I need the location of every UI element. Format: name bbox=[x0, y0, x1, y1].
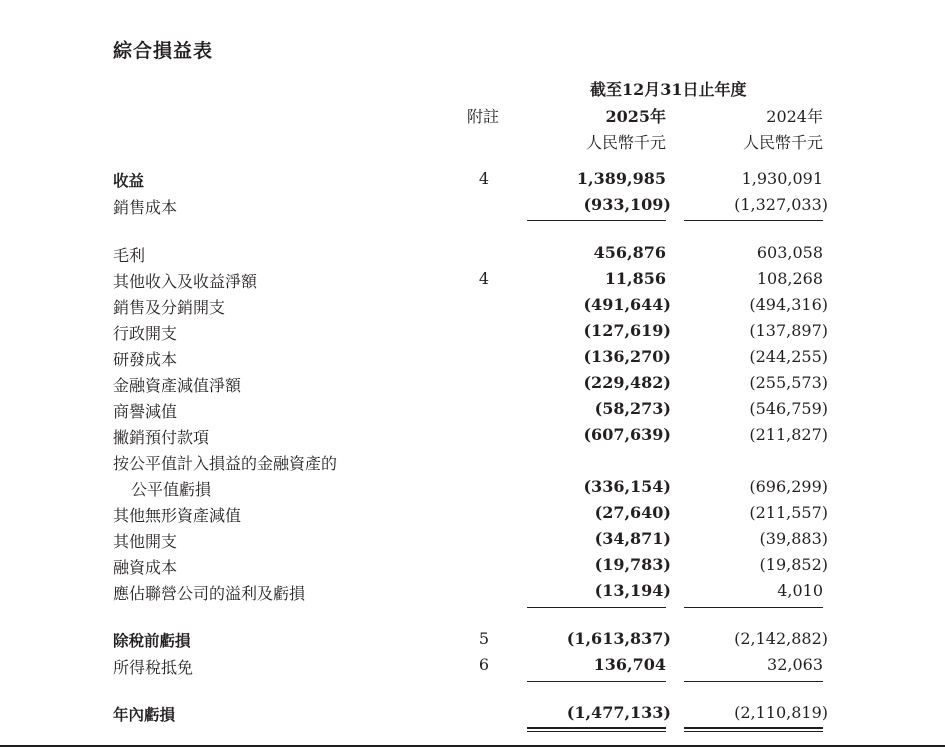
value-2024: (244,255) bbox=[749, 347, 828, 366]
value-2024: 1,930,091 bbox=[741, 169, 823, 188]
row-gross-profit bbox=[0, 243, 945, 269]
value-2024: (2,110,819) bbox=[734, 703, 828, 722]
period-header: 截至12月31日止年度 bbox=[590, 80, 747, 99]
row-label: 其他開支 bbox=[113, 532, 178, 551]
value-2025: (19,783) bbox=[594, 555, 671, 574]
row-label: 其他無形資產減值 bbox=[113, 506, 242, 525]
row-label: 所得稅抵免 bbox=[113, 658, 194, 677]
row-finance-costs bbox=[0, 555, 945, 581]
value-2024: (2,142,882) bbox=[734, 629, 828, 648]
value-2025: 11,856 bbox=[604, 269, 666, 288]
total-double-rule-2025 bbox=[527, 727, 666, 732]
row-label: 行政開支 bbox=[113, 324, 178, 343]
row-label: 銷售及分銷開支 bbox=[113, 298, 226, 317]
row-label: 年內虧損 bbox=[113, 706, 176, 724]
row-label: 按公平值計入損益的金融資產的 bbox=[113, 454, 338, 473]
row-label: 公平值虧損 bbox=[131, 480, 212, 499]
value-2024: (211,557) bbox=[749, 503, 828, 522]
row-note: 6 bbox=[478, 655, 490, 674]
total-double-rule-2024 bbox=[684, 727, 823, 732]
row-revenue bbox=[0, 169, 945, 195]
row-cost-of-sales bbox=[0, 195, 945, 221]
row-other-income bbox=[0, 269, 945, 295]
row-loss-before-tax bbox=[0, 629, 945, 655]
row-label: 銷售成本 bbox=[113, 198, 178, 217]
row-intangible-impairment bbox=[0, 503, 945, 529]
year-2025-header: 2025年 bbox=[605, 107, 666, 126]
subtotal-rule-2024 bbox=[684, 681, 823, 682]
value-2025: (13,194) bbox=[594, 581, 671, 600]
row-label: 撇銷預付款項 bbox=[113, 428, 210, 447]
value-2024: (494,316) bbox=[749, 295, 828, 314]
row-rnd-costs bbox=[0, 347, 945, 373]
page-bottom-border bbox=[0, 745, 945, 747]
value-2024: 32,063 bbox=[767, 655, 823, 674]
row-loss-for-year bbox=[0, 703, 945, 729]
note-column-header: 附註 bbox=[467, 107, 500, 126]
value-2024: 108,268 bbox=[756, 269, 823, 288]
year-2024-header: 2024年 bbox=[766, 107, 823, 126]
row-label: 融資成本 bbox=[113, 558, 178, 577]
row-financial-asset-impairment bbox=[0, 373, 945, 399]
value-2025: 136,704 bbox=[593, 655, 666, 674]
row-selling-distribution bbox=[0, 295, 945, 321]
value-2024: 603,058 bbox=[756, 243, 823, 262]
subtotal-rule-2024 bbox=[684, 220, 823, 221]
row-label: 收益 bbox=[113, 172, 145, 190]
value-2025: 1,389,985 bbox=[576, 169, 666, 188]
row-label: 毛利 bbox=[113, 246, 146, 265]
row-fvtpl-loss bbox=[0, 477, 945, 503]
value-2024: (696,299) bbox=[749, 477, 828, 496]
row-admin-expenses bbox=[0, 321, 945, 347]
value-2024: (39,883) bbox=[759, 529, 828, 548]
row-label: 應佔聯營公司的溢利及虧損 bbox=[113, 584, 306, 603]
value-2025: (127,619) bbox=[583, 321, 671, 340]
row-note: 4 bbox=[478, 269, 490, 288]
row-label: 除稅前虧損 bbox=[113, 632, 191, 650]
unit-2025-header: 人民幣千元 bbox=[585, 133, 666, 152]
value-2025: (933,109) bbox=[583, 195, 671, 214]
subtotal-rule-2025 bbox=[527, 220, 666, 221]
value-2025: (229,482) bbox=[583, 373, 671, 392]
statement-title: 綜合損益表 bbox=[113, 40, 214, 62]
value-2024: (19,852) bbox=[759, 555, 828, 574]
row-share-of-associates bbox=[0, 581, 945, 607]
value-2025: (34,871) bbox=[594, 529, 671, 548]
value-2024: (255,573) bbox=[749, 373, 828, 392]
value-2025: 456,876 bbox=[593, 243, 666, 262]
value-2024: (1,327,033) bbox=[734, 195, 828, 214]
row-label: 商譽減值 bbox=[113, 402, 178, 421]
row-prepayment-writeoff bbox=[0, 425, 945, 451]
unit-2024-header: 人民幣千元 bbox=[742, 133, 823, 152]
row-label: 研發成本 bbox=[113, 350, 178, 369]
value-2024: (137,897) bbox=[749, 321, 828, 340]
value-2025: (136,270) bbox=[583, 347, 671, 366]
value-2024: (546,759) bbox=[749, 399, 828, 418]
subtotal-rule-2024 bbox=[684, 607, 823, 608]
row-other-expenses bbox=[0, 529, 945, 555]
value-2025: (58,273) bbox=[594, 399, 671, 418]
row-label: 金融資產減值淨額 bbox=[113, 376, 242, 395]
row-label: 其他收入及收益淨額 bbox=[113, 272, 258, 291]
value-2024: 4,010 bbox=[777, 581, 823, 600]
value-2025: (1,477,133) bbox=[566, 703, 671, 722]
subtotal-rule-2025 bbox=[527, 681, 666, 682]
subtotal-rule-2025 bbox=[527, 607, 666, 608]
value-2025: (1,613,837) bbox=[566, 629, 671, 648]
row-income-tax-credit bbox=[0, 655, 945, 681]
value-2025: (491,644) bbox=[583, 295, 671, 314]
value-2025: (336,154) bbox=[583, 477, 671, 496]
value-2024: (211,827) bbox=[749, 425, 828, 444]
value-2025: (27,640) bbox=[594, 503, 671, 522]
row-goodwill-impairment bbox=[0, 399, 945, 425]
value-2025: (607,639) bbox=[583, 425, 671, 444]
row-fvtpl-caption bbox=[0, 451, 945, 477]
row-note: 5 bbox=[478, 629, 490, 648]
row-note: 4 bbox=[478, 169, 490, 188]
